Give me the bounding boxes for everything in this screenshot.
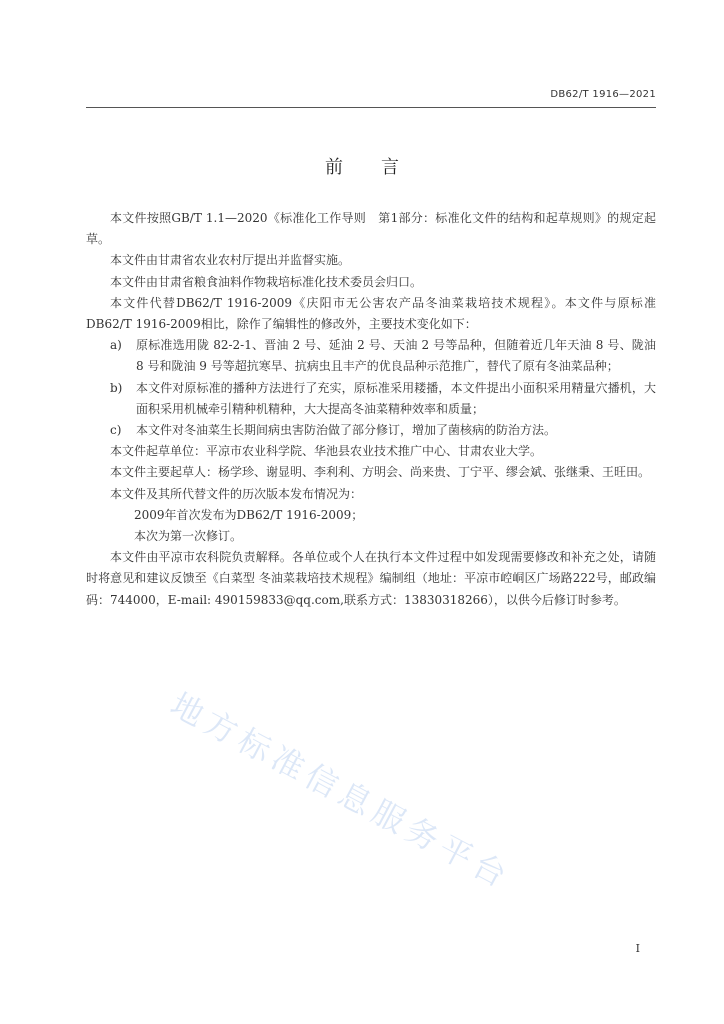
page-title: 前言 <box>325 157 437 178</box>
header-divider <box>86 107 656 108</box>
paragraph-history-intro: 本文件及其所代替文件的历次版本发布情况为： <box>110 486 363 501</box>
change-item-mark: c) <box>110 423 122 438</box>
paragraph-drafting-rule: 本文件按照GB/T 1.1—2020《标准化工作导则 第1部分：标准化文件的结构和起草规则》的规定起草。 <box>86 211 656 247</box>
change-item-text: 本文件对原标准的播种方法进行了充实，原标准采用耧播，本文件提出小面积采用精量穴播机，大面积采用机械牵引精种机精种，大大提高冬油菜精种效率和质量； <box>136 380 656 416</box>
paragraph-drafting-units: 本文件起草单位：平凉市农业科学院、华池县农业技术推广中心、甘肃农业大学。 <box>110 444 543 459</box>
change-item-mark: a) <box>110 338 122 353</box>
history-item: 本次为第一次修订。 <box>134 529 243 544</box>
watermark: 地方标准信息服务平台 <box>164 685 518 898</box>
change-item-text: 原标准选用陇 82-2-1、晋油 2 号、延油 2 号、天油 2 号等品种，但随着近几年天油 8 号、陇油 8 号和陇油 9 号等超抗寒旱、抗病虫且丰产的优良品种示范推广，替代了原有冬油菜品种； <box>136 338 656 374</box>
page-number: I <box>635 942 640 955</box>
paragraph-feedback: 本文件由平凉市农科院负责解释。各单位或个人在执行本文件过程中如发现需要修改和补充之处，请随时将意见和建议反馈至《白菜型 冬油菜栽培技术规程》编制组（地址：平凉市崆峒区广场路222号，邮政编码：744000，E-mail: 490159833@qq.com,联系方式：13830318266），以供今后修订时参考。 <box>86 550 656 607</box>
document-body <box>86 208 656 611</box>
change-item-text: 本文件对冬油菜生长期间病虫害防治做了部分修订，增加了菌核病的防治方法。 <box>136 423 557 438</box>
history-item: 2009年首次发布为DB62/T 1916-2009； <box>134 507 364 522</box>
change-item <box>86 335 656 377</box>
change-item <box>86 378 656 420</box>
paragraph-drafters: 本文件主要起草人：杨学珍、谢显明、李利利、方明会、尚来贵、丁宁平、缪会斌、张继秉、王旺田。 <box>110 465 651 480</box>
change-item-mark: b) <box>110 380 123 395</box>
paragraph-committee: 本文件由甘肃省粮食油料作物栽培标准化技术委员会归口。 <box>110 274 423 289</box>
paragraph-proposer: 本文件由甘肃省农业农村厅提出并监督实施。 <box>110 253 351 268</box>
standard-code: DB62/T 1916—2021 <box>550 89 656 100</box>
paragraph-replacement: 本文件代替DB62/T 1916-2009《庆阳市无公害农产品冬油菜栽培技术规程》。本文件与原标准DB62/T 1916-2009相比，除作了编辑性的修改外，主要技术变化如下： <box>86 295 656 332</box>
change-item <box>86 420 656 441</box>
